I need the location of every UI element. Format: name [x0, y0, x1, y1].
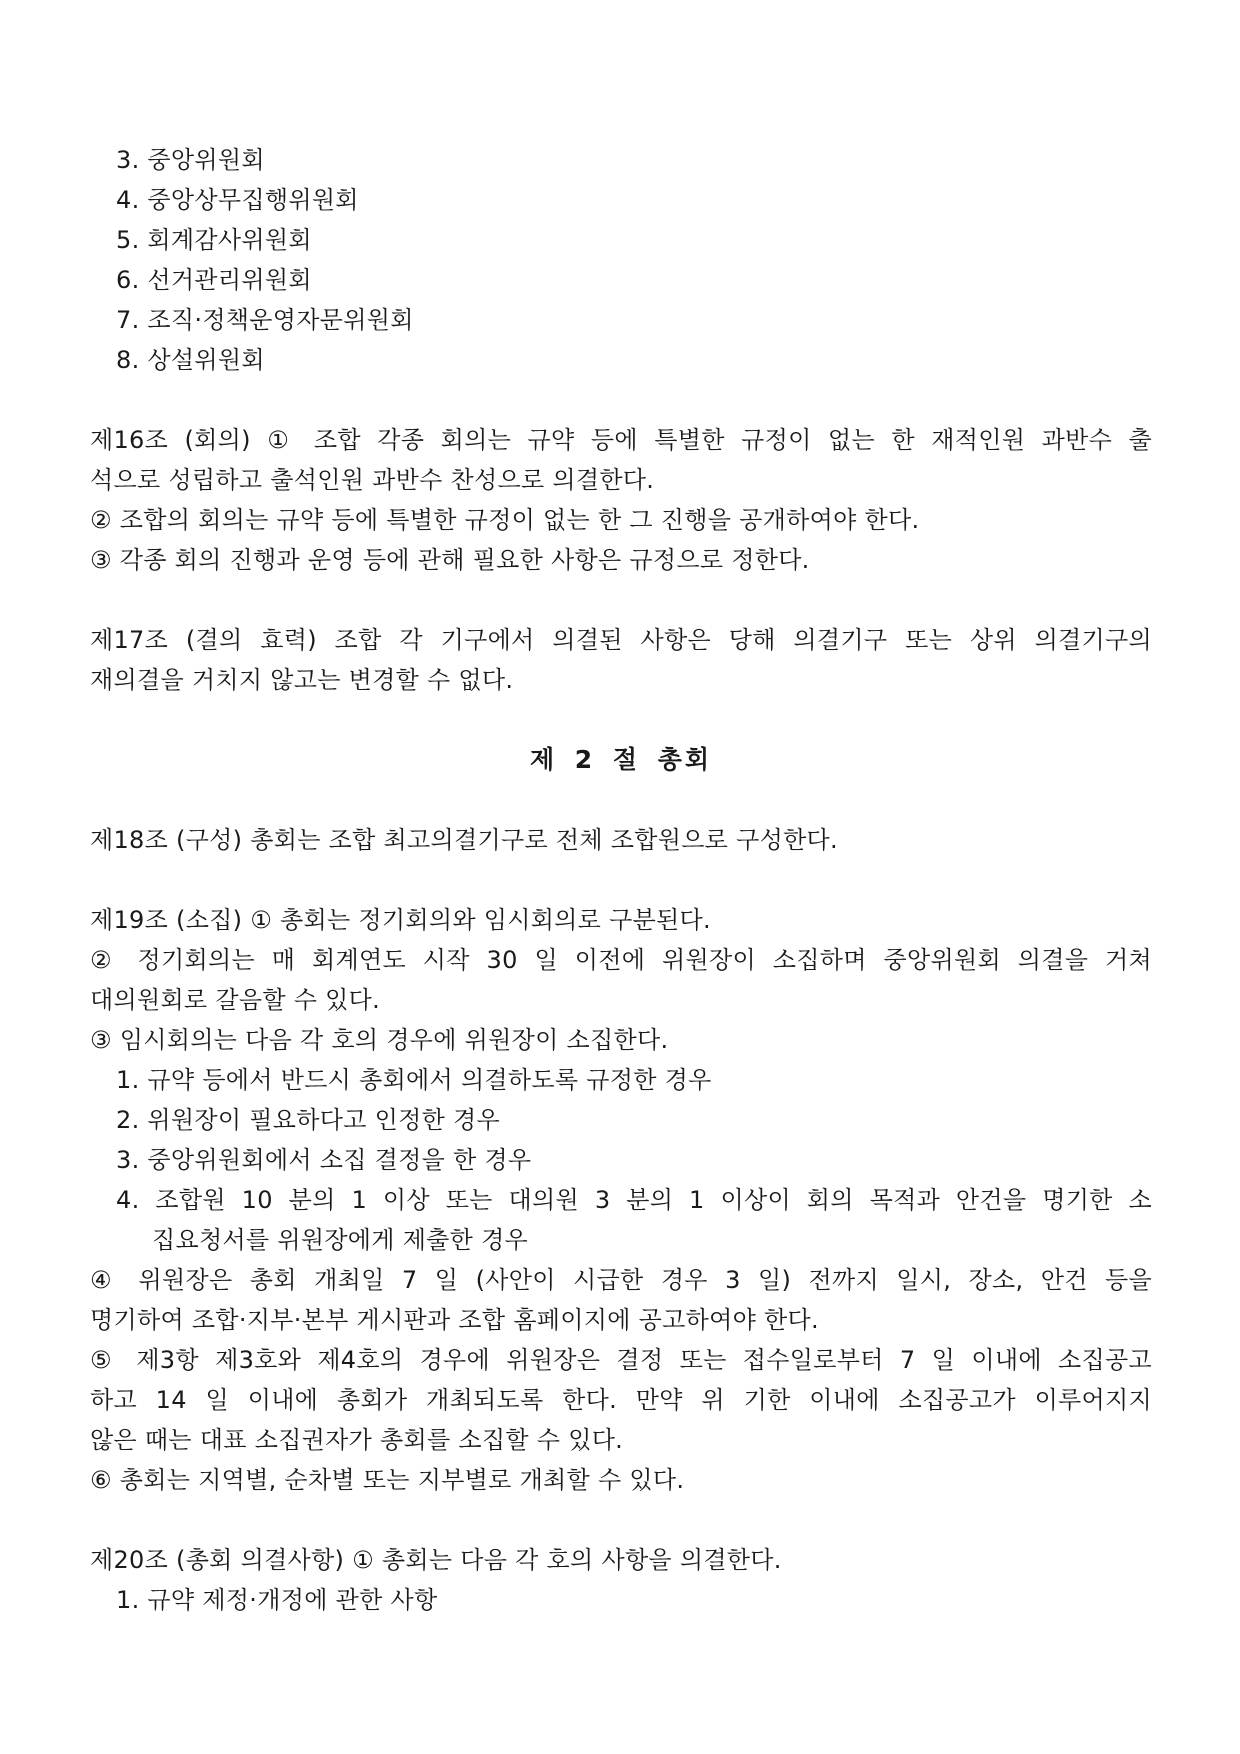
article-19-clause-6: ⑥ 총회는 지역별, 순차별 또는 지부별로 개최할 수 있다. [90, 1466, 685, 1494]
list-item: 7. 조직·정책운영자문위원회 [116, 306, 414, 334]
article-19-clause-4-cont: 명기하여 조합·지부·본부 게시판과 조합 홈페이지에 공고하여야 한다. [90, 1306, 819, 1334]
article-16-clause-2: ② 조합의 회의는 규약 등에 특별한 규정이 없는 한 그 진행을 공개하여야 한다. [90, 506, 920, 534]
article-19-clause-1: 제19조 (소집) ① 총회는 정기회의와 임시회의로 구분된다. [90, 906, 711, 934]
list-item: 1. 규약 등에서 반드시 총회에서 의결하도록 규정한 경우 [116, 1066, 712, 1094]
list-item: 1. 규약 제정·개정에 관한 사항 [116, 1586, 438, 1614]
article-20-clause-1: 제20조 (총회 의결사항) ① 총회는 다음 각 호의 사항을 의결한다. [90, 1546, 782, 1574]
article-18-line: 제18조 (구성) 총회는 조합 최고의결기구로 전체 조합원으로 구성한다. [90, 826, 838, 854]
article-16-line: 제16조 (회의) ① 조합 각종 회의는 규약 등에 특별한 규정이 없는 한 재적인원 과반수 출 [90, 426, 1152, 454]
article-20 [90, 1540, 1152, 1620]
article-17-line: 재의결을 거치지 않고는 변경할 수 없다. [90, 666, 514, 694]
list-item-cont: 집요청서를 위원장에게 제출한 경우 [152, 1226, 529, 1254]
article-19 [90, 900, 1152, 1500]
list-item: 4. 중앙상무집행위원회 [116, 186, 359, 214]
article-17 [90, 620, 1152, 700]
article-19-clause-3: ③ 임시회의는 다음 각 호의 경우에 위원장이 소집한다. [90, 1026, 669, 1054]
article-19-clause-4: ④ 위원장은 총회 개최일 7 일 (사안이 시급한 경우 3 일) 전까지 일시, 장소, 안건 등을 [90, 1266, 1152, 1294]
document-page [90, 140, 1152, 1620]
list-item: 6. 선거관리위원회 [116, 266, 312, 294]
article-19-clause-5: ⑤ 제3항 제3호와 제4호의 경우에 위원장은 결정 또는 접수일로부터 7 일 이내에 소집공고 [90, 1346, 1152, 1374]
list-item: 8. 상설위원회 [116, 346, 265, 374]
list-item: 5. 회계감사위원회 [116, 226, 312, 254]
section-title: 제 2 절 총회 [529, 745, 713, 774]
article-16-line: 석으로 성립하고 출석인원 과반수 찬성으로 의결한다. [90, 466, 655, 494]
article-19-clause-5-cont: 하고 14 일 이내에 총회가 개최되도록 한다. 만약 위 기한 이내에 소집공고가 이루어지지 [90, 1386, 1152, 1414]
article-16-clause-3: ③ 각종 회의 진행과 운영 등에 관해 필요한 사항은 규정으로 정한다. [90, 546, 810, 574]
article-19-clause-5-cont: 않은 때는 대표 소집권자가 총회를 소집할 수 있다. [90, 1426, 624, 1454]
article-19-clause-2-cont: 대의원회로 갈음할 수 있다. [90, 986, 381, 1014]
article-16 [90, 420, 1152, 580]
article-18 [90, 820, 1152, 860]
list-item: 3. 중앙위원회에서 소집 결정을 한 경우 [116, 1146, 532, 1174]
list-item: 2. 위원장이 필요하다고 인정한 경우 [116, 1106, 500, 1134]
article-17-line: 제17조 (결의 효력) 조합 각 기구에서 의결된 사항은 당해 의결기구 또는 상위 의결기구의 [90, 626, 1152, 654]
list-item: 3. 중앙위원회 [116, 146, 265, 174]
list-item: 4. 조합원 10 분의 1 이상 또는 대의원 3 분의 1 이상이 회의 목적과 안건을 명기한 소 [116, 1186, 1152, 1214]
article-19-clause-2: ② 정기회의는 매 회계연도 시작 30 일 이전에 위원장이 소집하며 중앙위원회 의결을 거쳐 [90, 946, 1152, 974]
